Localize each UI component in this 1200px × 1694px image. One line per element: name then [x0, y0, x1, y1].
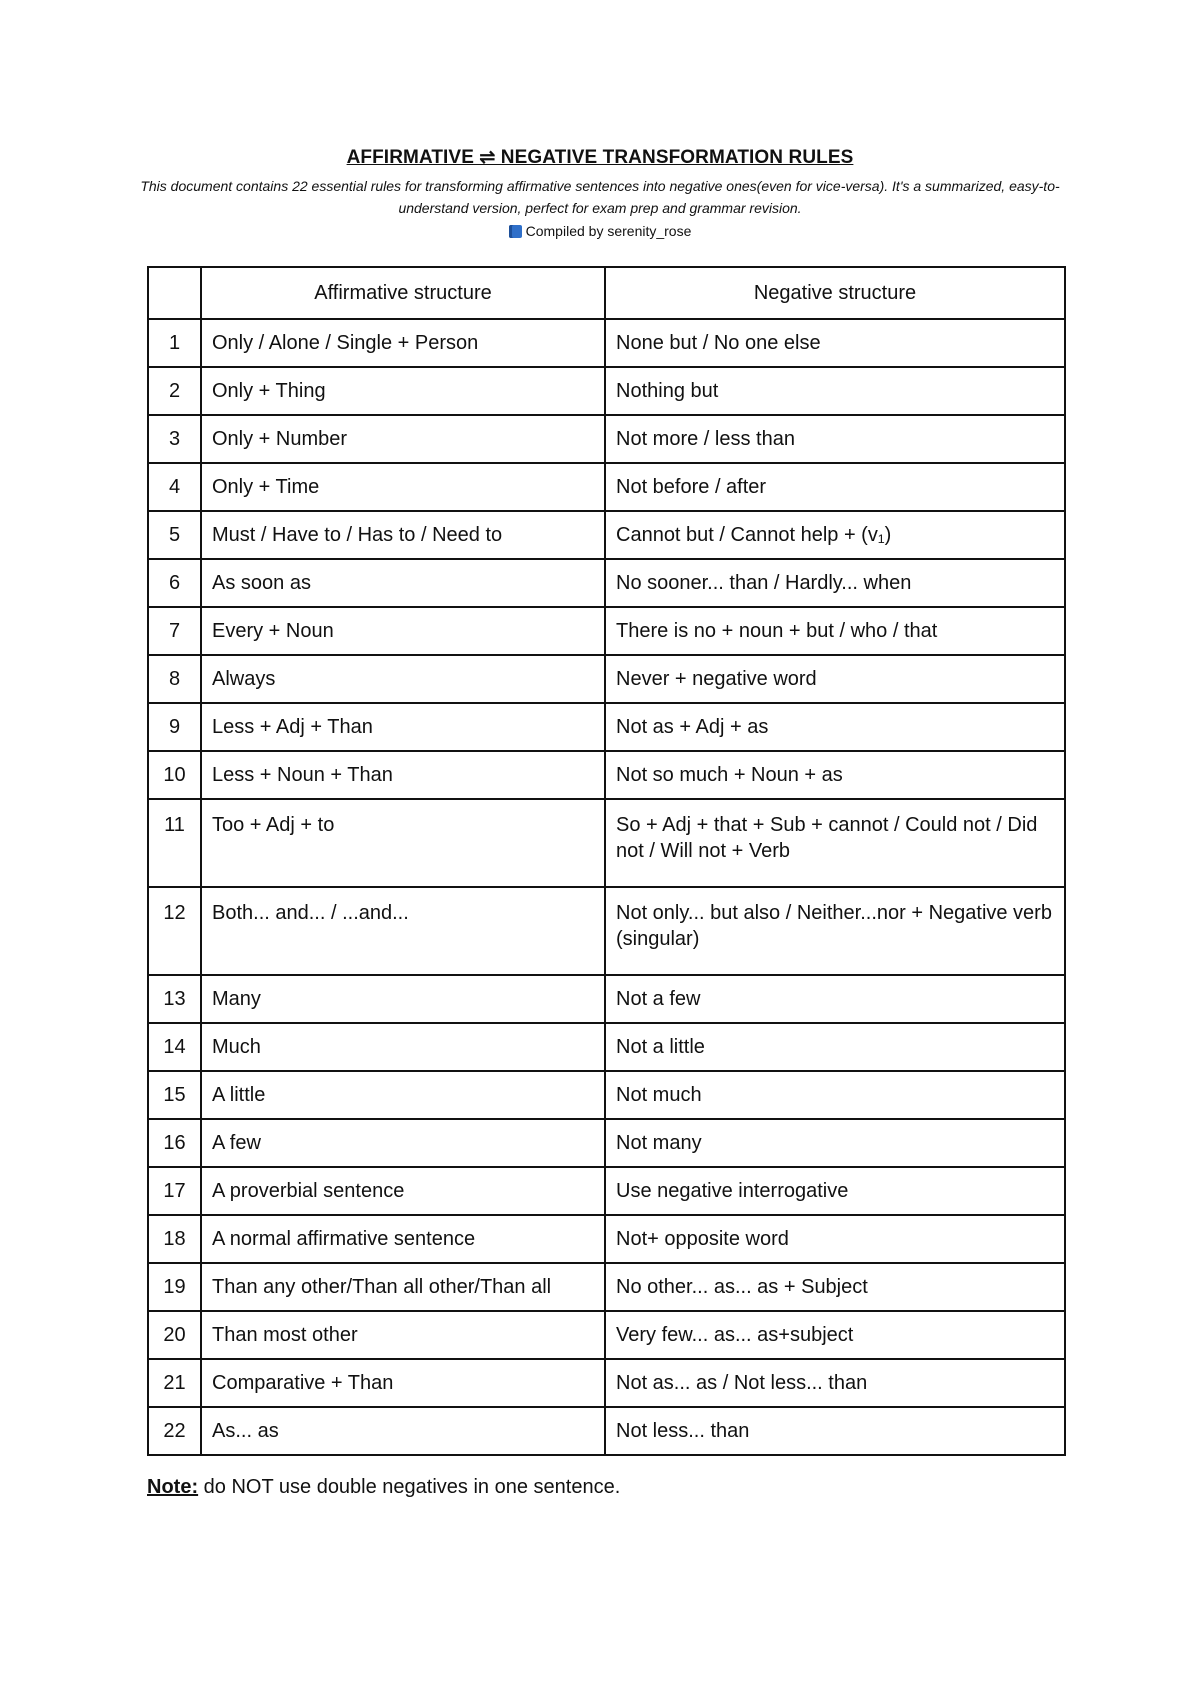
row-number: 4	[148, 463, 201, 511]
affirmative-cell: Much	[201, 1023, 605, 1071]
table-row	[148, 559, 1065, 607]
affirmative-cell: As soon as	[201, 559, 605, 607]
affirmative-cell: A normal affirmative sentence	[201, 1215, 605, 1263]
affirmative-cell: Both... and... / ...and...	[201, 887, 605, 975]
negative-cell: There is no + noun + but / who / that	[605, 607, 1065, 655]
table-header-row	[148, 267, 1065, 319]
row-number: 2	[148, 367, 201, 415]
table-row	[148, 463, 1065, 511]
row-number: 15	[148, 1071, 201, 1119]
header-affirmative: Affirmative structure	[201, 267, 605, 319]
table-row	[148, 1407, 1065, 1455]
affirmative-cell: Only / Alone / Single + Person	[201, 319, 605, 367]
affirmative-cell: A few	[201, 1119, 605, 1167]
row-number: 8	[148, 655, 201, 703]
table-row	[148, 1167, 1065, 1215]
table-row	[148, 1023, 1065, 1071]
table-row	[148, 1359, 1065, 1407]
negative-cell: No sooner... than / Hardly... when	[605, 559, 1065, 607]
row-number: 16	[148, 1119, 201, 1167]
document-header	[140, 146, 1060, 242]
row-number: 9	[148, 703, 201, 751]
negative-cell: No other... as... as + Subject	[605, 1263, 1065, 1311]
page-title: AFFIRMATIVE ⇌ NEGATIVE TRANSFORMATION RULES	[346, 147, 854, 168]
negative-cell: Use negative interrogative	[605, 1167, 1065, 1215]
table-row	[148, 367, 1065, 415]
negative-cell: Nothing but	[605, 367, 1065, 415]
negative-cell: Not less... than	[605, 1407, 1065, 1455]
rules-table	[147, 266, 1066, 1456]
book-icon	[509, 225, 522, 238]
affirmative-cell: Every + Noun	[201, 607, 605, 655]
negative-cell: So + Adj + that + Sub + cannot / Could not / Did not / Will not + Verb	[605, 799, 1065, 887]
table-row	[148, 415, 1065, 463]
table-row	[148, 799, 1065, 887]
row-number: 11	[148, 799, 201, 887]
affirmative-cell: Than any other/Than all other/Than all	[201, 1263, 605, 1311]
affirmative-cell: Less + Adj + Than	[201, 703, 605, 751]
row-number: 5	[148, 511, 201, 559]
affirmative-cell: A proverbial sentence	[201, 1167, 605, 1215]
table-row	[148, 607, 1065, 655]
affirmative-cell: Less + Noun + Than	[201, 751, 605, 799]
table-row	[148, 975, 1065, 1023]
affirmative-cell: Must / Have to / Has to / Need to	[201, 511, 605, 559]
affirmative-cell: A little	[201, 1071, 605, 1119]
intro-paragraph: This document contains 22 essential rules for transforming affirmative sentences into negative ones(even for vice-versa). It's a summarized, easy-to-understand version, perfect for exam prep and grammar revision.	[140, 178, 1060, 216]
table-row	[148, 703, 1065, 751]
affirmative-cell: Only + Time	[201, 463, 605, 511]
negative-cell: Not a few	[605, 975, 1065, 1023]
negative-cell: Not so much + Noun + as	[605, 751, 1065, 799]
table-row	[148, 887, 1065, 975]
table-row	[148, 1311, 1065, 1359]
affirmative-cell: Only + Number	[201, 415, 605, 463]
row-number: 19	[148, 1263, 201, 1311]
table-row	[148, 319, 1065, 367]
negative-cell: Cannot but / Cannot help + (v₁)	[605, 511, 1065, 559]
affirmative-cell: Comparative + Than	[201, 1359, 605, 1407]
negative-cell: None but / No one else	[605, 319, 1065, 367]
note-label: Note:	[147, 1476, 199, 1498]
row-number: 20	[148, 1311, 201, 1359]
affirmative-cell: Only + Thing	[201, 367, 605, 415]
negative-cell: Not many	[605, 1119, 1065, 1167]
negative-cell: Not before / after	[605, 463, 1065, 511]
affirmative-cell: Always	[201, 655, 605, 703]
affirmative-cell: As... as	[201, 1407, 605, 1455]
affirmative-cell: Many	[201, 975, 605, 1023]
row-number: 13	[148, 975, 201, 1023]
row-number: 21	[148, 1359, 201, 1407]
negative-cell: Not+ opposite word	[605, 1215, 1065, 1263]
note-text: do NOT use double negatives in one sentence.	[203, 1476, 621, 1498]
header-negative: Negative structure	[605, 267, 1065, 319]
negative-cell: Not much	[605, 1071, 1065, 1119]
table-row	[148, 1071, 1065, 1119]
table-row	[148, 1263, 1065, 1311]
table-row	[148, 1215, 1065, 1263]
negative-cell: Not more / less than	[605, 415, 1065, 463]
row-number: 17	[148, 1167, 201, 1215]
row-number: 1	[148, 319, 201, 367]
table-row	[148, 511, 1065, 559]
table-row	[148, 655, 1065, 703]
row-number: 18	[148, 1215, 201, 1263]
row-number: 10	[148, 751, 201, 799]
row-number: 22	[148, 1407, 201, 1455]
affirmative-cell: Than most other	[201, 1311, 605, 1359]
negative-cell: Very few... as... as+subject	[605, 1311, 1065, 1359]
negative-cell: Not a little	[605, 1023, 1065, 1071]
row-number: 12	[148, 887, 201, 975]
header-number	[148, 267, 201, 319]
row-number: 14	[148, 1023, 201, 1071]
credit-line	[140, 220, 1060, 242]
negative-cell: Not only... but also / Neither...nor + Negative verb (singular)	[605, 887, 1065, 975]
row-number: 7	[148, 607, 201, 655]
table-row	[148, 1119, 1065, 1167]
row-number: 3	[148, 415, 201, 463]
note-line	[147, 1476, 620, 1499]
affirmative-cell: Too + Adj + to	[201, 799, 605, 887]
negative-cell: Not as + Adj + as	[605, 703, 1065, 751]
credit-text: Compiled by serenity_rose	[525, 223, 692, 239]
row-number: 6	[148, 559, 201, 607]
negative-cell: Not as... as / Not less... than	[605, 1359, 1065, 1407]
table-row	[148, 751, 1065, 799]
negative-cell: Never + negative word	[605, 655, 1065, 703]
